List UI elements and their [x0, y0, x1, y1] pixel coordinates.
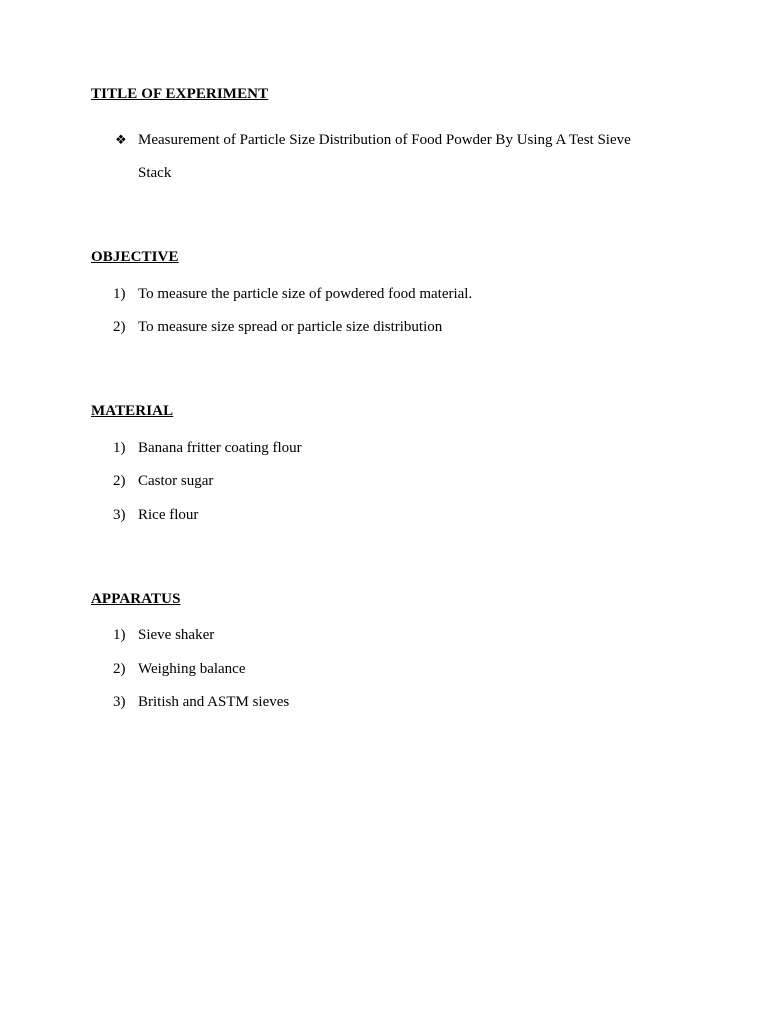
experiment-title-line1: Measurement of Particle Size Distribution of Food Powder By Using A Test Sieve	[138, 132, 631, 148]
material-item-2	[113, 473, 213, 490]
apparatus-item-1	[113, 627, 214, 644]
list-number: 1)	[113, 440, 126, 456]
title-bullet-line	[115, 132, 631, 149]
list-text: Rice flour	[138, 507, 199, 523]
material-heading: MATERIAL	[91, 403, 174, 419]
list-text: British and ASTM sieves	[138, 694, 290, 710]
list-text: To measure the particle size of powdered food material.	[138, 286, 473, 302]
material-item-1	[113, 440, 302, 457]
objective-heading: OBJECTIVE	[91, 249, 179, 265]
list-number: 3)	[113, 694, 126, 710]
list-number: 3)	[113, 507, 126, 523]
diamond-bullet-icon: ❖	[115, 132, 127, 147]
list-number: 2)	[113, 473, 126, 489]
list-number: 1)	[113, 286, 126, 302]
list-number: 2)	[113, 319, 126, 335]
list-text: To measure size spread or particle size distribution	[138, 319, 443, 335]
list-text: Weighing balance	[138, 661, 246, 677]
list-text: Banana fritter coating flour	[138, 440, 302, 456]
material-item-3	[113, 507, 198, 524]
title-heading: TITLE OF EXPERIMENT	[91, 86, 269, 102]
apparatus-heading: APPARATUS	[91, 591, 181, 607]
list-text: Sieve shaker	[138, 627, 215, 643]
apparatus-item-3	[113, 694, 289, 711]
apparatus-item-2	[113, 661, 246, 678]
objective-item-2	[113, 319, 442, 336]
list-number: 1)	[113, 627, 126, 643]
list-number: 2)	[113, 661, 126, 677]
objective-item-1	[113, 286, 472, 303]
list-text: Castor sugar	[138, 473, 214, 489]
experiment-title-line2: Stack	[138, 165, 172, 181]
